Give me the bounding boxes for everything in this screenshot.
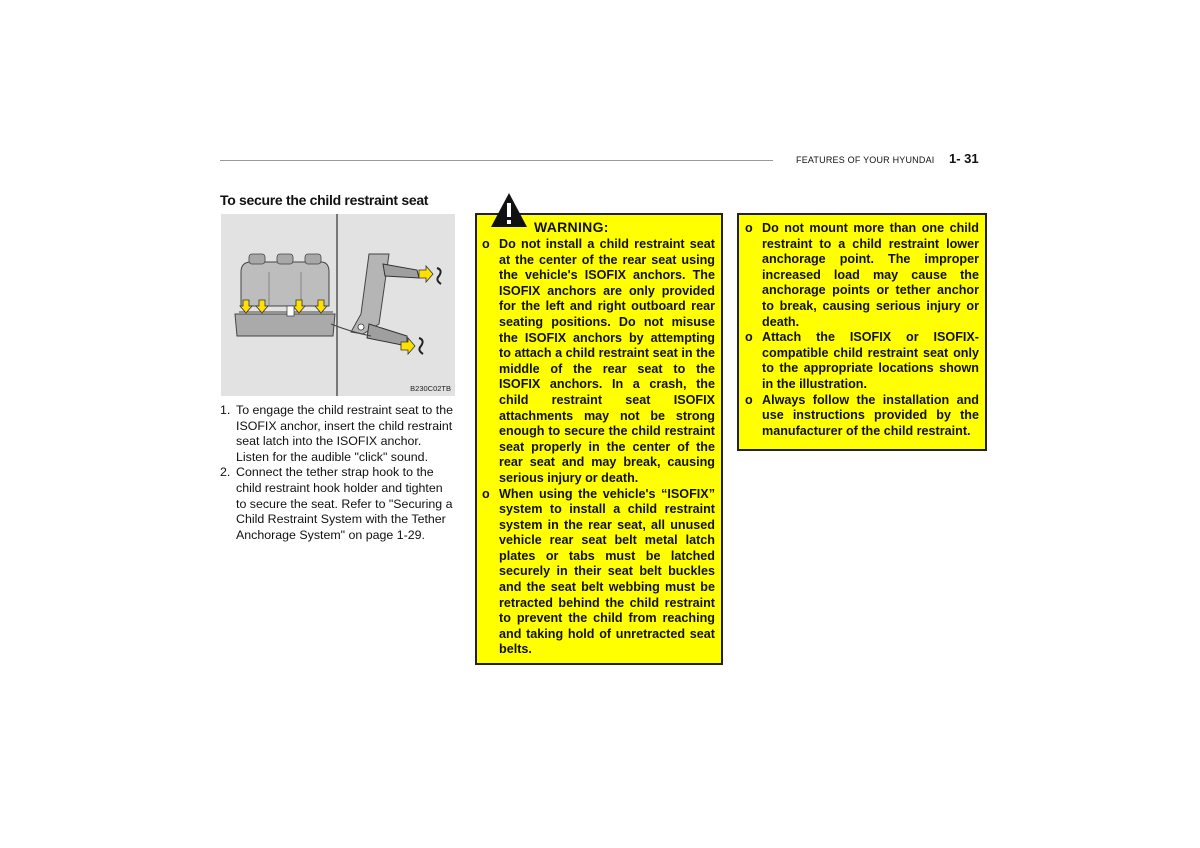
list-item: [745, 221, 979, 330]
figure-code: B230C02TB: [410, 384, 451, 393]
isofix-illustration: [221, 214, 455, 396]
list-item: [745, 393, 979, 440]
bullet: o: [745, 330, 753, 345]
bullet: o: [482, 237, 490, 251]
section-title: To secure the child restraint seat: [220, 192, 429, 208]
bullet: o: [745, 392, 753, 407]
upper-latch: [383, 264, 419, 278]
isofix-illustration-drawing: [221, 214, 455, 396]
list-item: [745, 330, 979, 392]
warning-text: Attach the ISOFIX or ISOFIX-compatible child restraint seat only to the appropriate locations shown in the illustration.: [762, 330, 979, 391]
headrest-center: [277, 254, 293, 264]
instruction-steps: [220, 403, 456, 543]
list-item: [482, 487, 715, 659]
warning-list: [482, 237, 715, 658]
list-item: [482, 237, 715, 487]
warning-text: When using the vehicle's “ISOFIX” system to install a child restraint system in the rear seat, all unused vehicle rear seat belt metal latch plates or tabs must be latched securely in their seat belt buckles and the seat belt webbing must be retracted behind the child restraint to prevent the child from reaching and taking hold of unretracted seat belts.: [499, 486, 715, 657]
bullet: o: [745, 221, 753, 235]
step-number: 1.: [220, 403, 231, 417]
list-item: [220, 403, 456, 465]
warning-text: Do not install a child restraint seat at the center of the rear seat using the vehicle's ISOFIX anchors. The ISOFIX anchors are only provided for the left and right outboard rear seating positions. Do not misuse the ISOFIX anchors by attempting to attach a child restraint seat in the middle of the rear seat to the ISOFIX anchors. In a crash, the child restraint seat ISOFIX attachments may not be strong enough to secure the child restraint seat properly in the center of the rear seat and may break, causing serious injury or death.: [499, 237, 715, 485]
warning-text: Always follow the installation and use instructions provided by the manufacturer of the child restraint.: [762, 392, 979, 438]
seat-cushion: [235, 314, 335, 336]
seat-back: [241, 262, 329, 306]
isofix-anchor-upper: [437, 268, 441, 284]
step-text: Connect the tether strap hook to the child restraint hook holder and tighten to secure the seat. Refer to "Securing a Child Restraint System with the Tether Anchorage System" on page 1-29.: [236, 465, 453, 542]
warning-text: Do not mount more than one child restraint to a child restraint lower anchorage point. The improper increased load may cause the anchorage points or tether anchor to break, causing serious injury or death.: [762, 221, 979, 329]
warning-title: WARNING:: [534, 219, 609, 235]
header-rule: [220, 160, 773, 161]
list-item: [220, 465, 456, 543]
isofix-anchor-lower: [419, 338, 423, 354]
headrest-right: [305, 254, 321, 264]
header-section-title: FEATURES OF YOUR HYUNDAI: [796, 155, 935, 165]
step-number: 2.: [220, 465, 231, 480]
warning-continued-list: [745, 221, 979, 439]
page-number: 1- 31: [949, 151, 979, 166]
step-text: To engage the child restraint seat to the ISOFIX anchor, insert the child restraint seat latch into the ISOFIX anchor. Listen for the audible "click" sound.: [236, 403, 453, 464]
headrest-left: [249, 254, 265, 264]
bullet: o: [482, 486, 490, 501]
exclamation-triangle-icon: [490, 192, 528, 228]
